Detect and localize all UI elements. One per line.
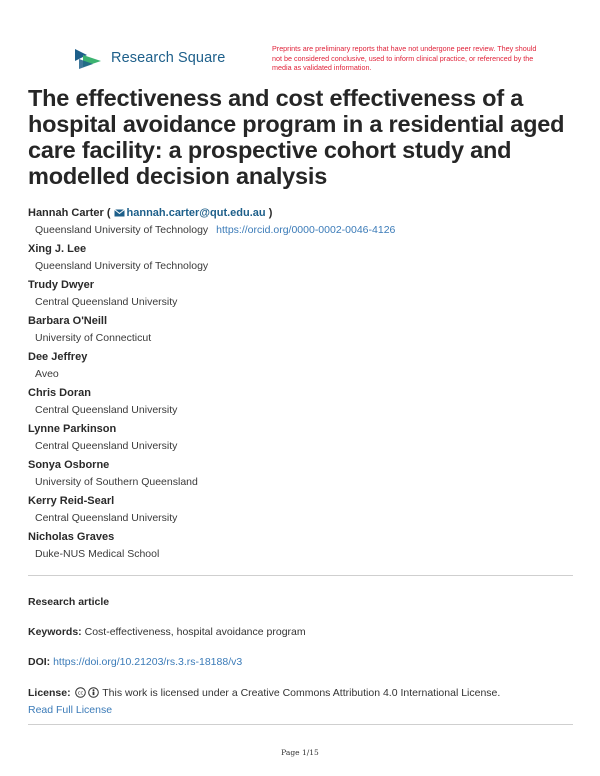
author-list xyxy=(28,207,573,567)
author-entry xyxy=(28,279,573,309)
author-affiliation: Central Queensland University xyxy=(35,512,178,524)
author-entry xyxy=(28,495,573,525)
orcid-link[interactable]: https://orcid.org/0000-0002-0046-4126 xyxy=(216,224,396,236)
author-name: Barbara O'Neill xyxy=(28,315,108,327)
author-name: Kerry Reid-Searl xyxy=(28,495,115,507)
author-name: Trudy Dwyer xyxy=(28,279,95,291)
license-block xyxy=(28,685,573,719)
author-affiliation: Queensland University of Technology xyxy=(35,260,209,272)
author-email-link[interactable]: hannah.carter@qut.edu.au xyxy=(126,207,266,219)
article-type: Research article xyxy=(28,596,110,608)
author-entry xyxy=(28,531,573,561)
author-name: Nicholas Graves xyxy=(28,531,115,543)
read-full-license-link[interactable]: Read Full License xyxy=(28,704,113,716)
keywords-value: Cost-effectiveness, hospital avoidance program xyxy=(84,626,306,638)
author-affiliation: University of Southern Queensland xyxy=(35,476,198,488)
author-entry xyxy=(28,351,573,381)
author-entry xyxy=(28,459,573,489)
research-square-logo xyxy=(73,47,225,69)
keywords-label: Keywords: xyxy=(28,626,82,638)
mail-icon xyxy=(114,209,125,217)
brand-name: Research Square xyxy=(111,50,226,66)
license-label: License: xyxy=(28,687,71,699)
author-entry xyxy=(28,315,573,345)
divider xyxy=(28,724,573,725)
divider xyxy=(28,575,573,576)
cc-icon xyxy=(75,687,86,698)
author-name: Chris Doran xyxy=(28,387,91,399)
research-square-logo-icon xyxy=(73,47,103,69)
paper-title: The effectiveness and cost effectiveness of a hospital avoidance program in a residential aged care facility: a prospective cohort study and modelled decision analysis xyxy=(28,85,565,189)
author-affiliation: Central Queensland University xyxy=(35,404,178,416)
author-affiliation: Aveo xyxy=(35,368,59,380)
author-name: Dee Jeffrey xyxy=(28,351,88,363)
preprint-disclaimer: Preprints are preliminary reports that have not undergone peer review. They should not be considered conclusive, used to inform clinical practice, or referenced by the media as validated information. xyxy=(272,44,537,72)
author-affiliation: University of Connecticut xyxy=(35,332,152,344)
author-affiliation: Central Queensland University xyxy=(35,296,178,308)
author-entry-corresponding: Hannah Carter ( hannah.carter@qut.edu.au ) Queensland University of Technology https://orcid.org/0000-0002-0046-4126 xyxy=(28,207,396,236)
author-entry xyxy=(28,243,573,273)
by-icon xyxy=(88,687,99,698)
author-entry xyxy=(28,423,573,453)
keywords-line xyxy=(28,626,306,638)
author-name: Sonya Osborne xyxy=(28,459,110,471)
author-name: Hannah Carter xyxy=(28,207,104,219)
author-name: Xing J. Lee xyxy=(28,243,87,255)
page-number: Page 1/15 xyxy=(281,748,319,757)
author-entry xyxy=(28,387,573,417)
author-affiliation: Queensland University of Technology xyxy=(35,224,209,236)
license-text: This work is licensed under a Creative Commons Attribution 4.0 International License. xyxy=(102,687,501,699)
svg-text:cc: cc xyxy=(77,690,83,697)
doi-line xyxy=(28,656,242,668)
author-affiliation: Central Queensland University xyxy=(35,440,178,452)
doi-link[interactable]: https://doi.org/10.21203/rs.3.rs-18188/v3 xyxy=(53,656,243,668)
doi-label: DOI: xyxy=(28,656,51,668)
author-name: Lynne Parkinson xyxy=(28,423,117,435)
author-affiliation: Duke-NUS Medical School xyxy=(35,548,160,560)
